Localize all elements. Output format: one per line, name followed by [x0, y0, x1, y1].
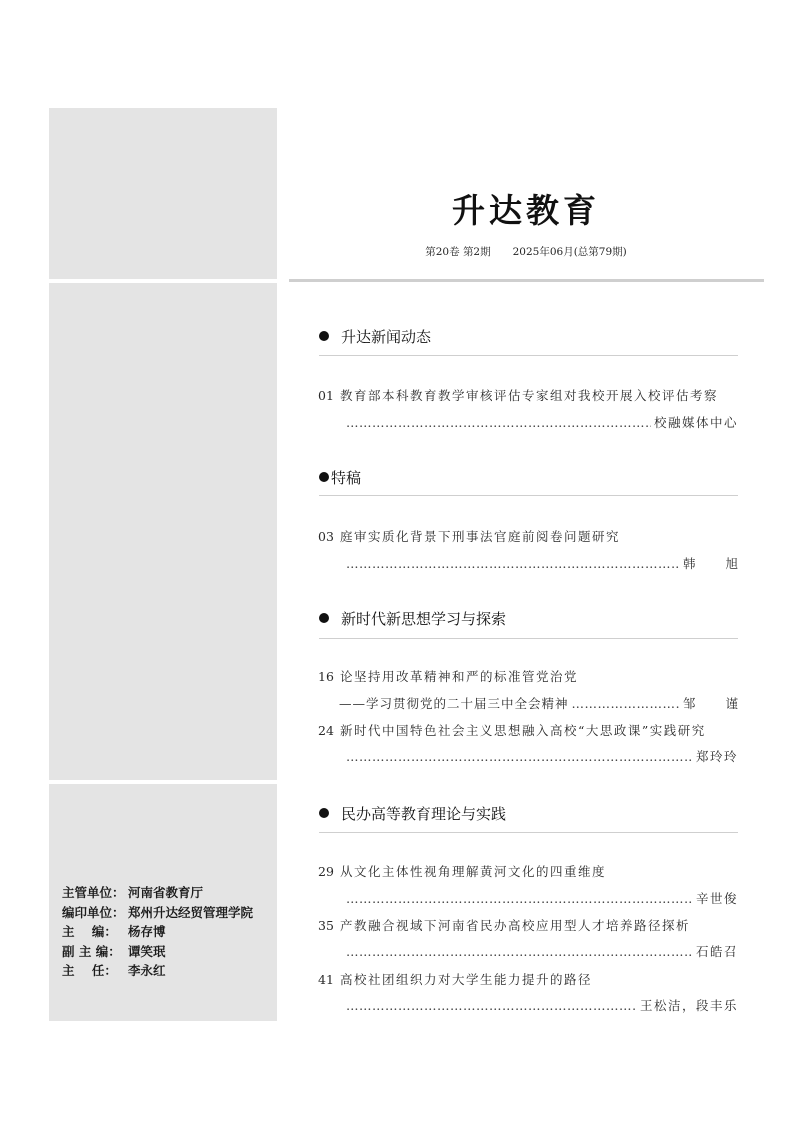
magazine-title: 升达教育 — [452, 191, 600, 230]
section-divider — [319, 495, 738, 496]
dot-leader — [346, 749, 693, 764]
page-number: 16 — [318, 669, 334, 684]
bullet-icon — [319, 472, 329, 482]
issue-date: 2025年06月(总第79期) — [512, 246, 627, 258]
article-author: 郑玲玲 — [695, 749, 738, 764]
issue-info — [288, 244, 764, 259]
toc-leader-line — [339, 694, 751, 712]
article-title: 从文化主体性视角理解黄河文化的四重维度 — [340, 864, 607, 879]
section-divider — [319, 355, 738, 356]
volume-number: 第20卷 — [425, 246, 460, 258]
toc-entry[interactable] — [318, 386, 748, 404]
credit-value: 谭笑珉 — [128, 943, 166, 959]
bullet-icon — [319, 808, 329, 818]
article-title: 新时代中国特色社会主义思想融入高校“大思政课”实践研究 — [340, 723, 706, 738]
section-title: 新时代新思想学习与探索 — [341, 610, 507, 628]
article-author: 辛世俊 — [695, 891, 738, 906]
issue-number: 第2期 — [462, 246, 491, 258]
credit-value: 李永红 — [128, 963, 166, 978]
toc-entry[interactable] — [318, 527, 748, 545]
masthead-divider — [289, 279, 764, 282]
article-author: 邹 谨 — [683, 696, 751, 711]
toc-leader-line — [343, 889, 738, 907]
toc-leader-line — [343, 554, 751, 572]
section-heading — [319, 608, 739, 629]
article-title: 教育部本科教育教学审核评估专家组对我校开展入校评估考察 — [340, 388, 719, 403]
bullet-icon — [319, 331, 329, 341]
section-title: 特稿 — [331, 469, 362, 487]
toc-leader-line — [343, 942, 738, 960]
credit-value: 河南省教育厅 — [128, 885, 204, 900]
page-number: 24 — [318, 723, 334, 738]
toc-entry[interactable] — [318, 862, 748, 880]
article-title: 产教融合视域下河南省民办高校应用型人才培养路径探析 — [340, 918, 691, 933]
article-author: 校融媒体中心 — [653, 415, 738, 430]
article-subtitle: ——学习贯彻党的二十届三中全会精神 — [339, 696, 569, 711]
bullet-icon — [319, 613, 329, 623]
credit-label: 主 任： — [62, 963, 117, 978]
page-number: 35 — [318, 918, 334, 933]
page-number: 03 — [318, 529, 334, 544]
article-author: 石皓召 — [695, 944, 738, 959]
dot-leader — [346, 556, 680, 571]
toc-leader-line — [343, 413, 738, 431]
dot-leader — [346, 998, 637, 1013]
toc-entry[interactable] — [318, 916, 748, 934]
toc-entry[interactable] — [318, 970, 748, 988]
credit-row — [62, 883, 253, 903]
article-title: 庭审实质化背景下刑事法官庭前阅卷问题研究 — [340, 529, 621, 544]
credit-row — [62, 961, 253, 981]
toc-entry[interactable] — [318, 667, 748, 685]
credit-value: 杨存博 — [128, 924, 166, 939]
section-divider — [319, 832, 738, 833]
dot-leader — [572, 696, 681, 711]
page-number: 29 — [318, 864, 334, 879]
article-author: 韩 旭 — [683, 556, 751, 571]
dot-leader — [346, 415, 651, 430]
dot-leader — [346, 891, 693, 906]
credit-row — [62, 922, 253, 942]
sidebar-panel-middle — [49, 283, 277, 780]
section-heading — [319, 803, 739, 824]
credit-label: 主管单位： — [62, 885, 125, 900]
toc-leader-line — [343, 996, 738, 1014]
article-author: 王松洁，段丰乐 — [639, 998, 738, 1013]
page-number: 01 — [318, 388, 334, 403]
sidebar-panel-top — [49, 108, 277, 279]
section-divider — [319, 638, 738, 639]
credit-label: 编印单位： — [62, 904, 125, 920]
credit-label: 主 编： — [62, 924, 117, 939]
credits-block — [62, 883, 253, 981]
credit-value: 郑州升达经贸管理学院 — [128, 904, 254, 920]
dot-leader — [346, 944, 693, 959]
page-number: 41 — [318, 972, 334, 987]
credit-row — [62, 942, 253, 962]
section-heading — [319, 326, 739, 347]
article-title: 论坚持用改革精神和严的标准管党治党 — [340, 669, 579, 684]
article-title: 高校社团组织力对大学生能力提升的路径 — [340, 972, 593, 987]
credit-label: 副 主 编： — [62, 943, 121, 959]
section-title: 升达新闻动态 — [341, 328, 432, 346]
section-heading — [319, 467, 739, 488]
section-title: 民办高等教育理论与实践 — [341, 805, 507, 823]
toc-leader-line — [343, 747, 738, 765]
toc-entry[interactable] — [318, 721, 748, 739]
credit-row — [62, 903, 253, 923]
